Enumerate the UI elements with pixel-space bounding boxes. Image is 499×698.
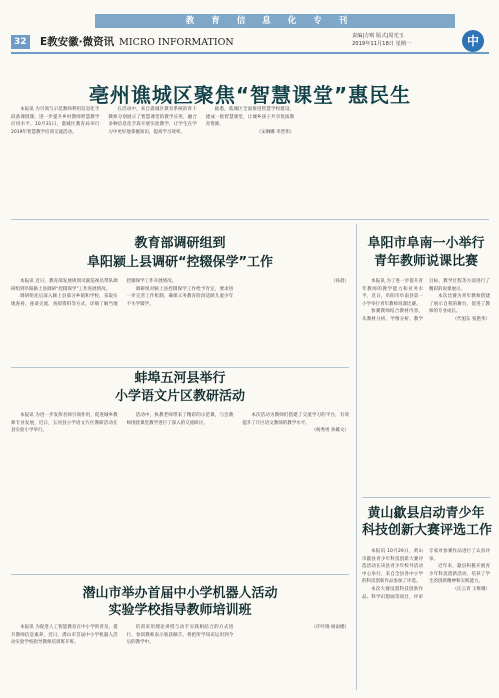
section-title: 教育信息化专刊 [185,16,365,26]
right-article-2-body [362,548,490,690]
right-article-1-author: （代旭东 张艳华） [452,316,490,322]
divider [11,574,349,575]
publication-name [40,36,234,49]
article-1-paragraph: 调研组对颍上县控辍保学工作给予肯定，要求进一步完善工作机制，确保义务教育阶段适龄儿童少年不失学辍学。 [126,286,234,307]
article-2-paragraph: 活动中，执教老师带来了精彩的示范课，与会教师围绕课堂教学进行了深入的交流研讨。 [126,413,234,426]
divider [362,497,490,498]
divider [11,367,349,368]
right-article-2-paragraph: 本报讯 10月29日，黄山市歙县青少年科技创新大赛评选活动在该县青少年校外活动中心举行，来自全县各中小学的科技创新作品参加了评选。 [362,549,423,585]
right-article-2-author: （汪云青 王维珊） [452,586,490,592]
article-2-headline-2: 小学语文片区教研活动 [114,389,245,404]
lead-article-body [11,106,489,210]
publication-name-en: MICRO INFORMATION [119,37,234,48]
right-article-2-headline-1: 黄山歙县启动青少年 [367,506,485,521]
article-1-headline-1: 教育部调研组到 [134,236,226,251]
lead-paragraph: 在活动中，来自谯城区教育系统的骨干教师分别展示了智慧课堂的教学应用，融合多种信息化手段开展实验教学，让学生在学习中更好地掌握知识，提高学习效率。 [108,107,197,135]
article-2-headline-1: 蚌埠五河县举行 [134,371,226,386]
publication-name-cn: E教安徽·微资讯 [40,36,115,48]
lead-paragraph: 本报讯 为引领与示范教师利用信息化手段备课授课，进一步提升乡村教师智慧教学应用水平，10月31日，谯城区教育局举行2019年智慧教学培训交流活动。 [11,107,100,135]
article-3-author: （许叶锦 杨雨楼） [311,625,349,630]
lead-headline: 亳州谯城区聚焦“智慧课堂”惠民生 [88,83,412,107]
article-2-author: （杨秀男 孙雄文） [311,428,349,434]
right-article-2-headline-2: 科技创新大赛评选工作 [362,523,493,538]
article-1-paragraph: 调研组先后深入颍上县部分乡镇和学校，采取实地查看、座谈交流、查阅资料等方式，详细了解当地控辍保学工作开展情况。 [11,279,177,307]
article-1-body [11,278,349,366]
editor-credits: 责编|方则 版式|周光玉 [352,33,404,39]
column-divider [356,224,357,690]
divider [11,219,489,220]
issue-meta [352,32,411,48]
article-1-headline-2: 阜阳颍上县调研“控辍保学”工作 [86,255,274,270]
article-1-paragraph: 本报讯 近日，教育部发展规划司副巡视员带队调研组到阜阳颍上县调研“控辍保学”工作进展情况。 [11,279,118,292]
right-article-1-paragraph: 参赛教师结合教材内容，从教材分析、学情分析、教学目标、教学过程等方面进行了精彩的说课展示。 [362,279,490,322]
article-1-author: （孙晨） [330,279,349,284]
issue-date: 2019年11月18日 星期一 [352,41,412,47]
right-article-2-paragraph: 本次大赛设置科技创新作品、科学幻想画等项目，评审专家对参赛作品进行了认真评审。 [362,549,490,600]
lead-author: （宋琳娜 李晋伟） [256,129,295,135]
article-3-headline-2: 实验学校指导教师培训班 [108,603,252,618]
article-2-paragraph: 本次活动为教师们搭建了交流学习的平台，有效提升了片区语文教师的教学水平。 [242,413,349,426]
right-article-1-paragraph: 本次比赛为青年教师搭建了展示自我的舞台，促进了教师的专业成长。 [429,294,490,315]
lead-paragraph: 据悉，谯城区全面推进智慧学校建设，建成一批智慧课堂，让城乡孩子共享优质教育资源。 [205,107,295,128]
right-article-2-paragraph: 近年来，歙县积极开展青少年科技创新活动，培养了学生的创新精神和实践能力。 [429,564,490,585]
right-article-1-headline-2: 青年教师说课比赛 [373,254,478,269]
article-3-paragraph: 本报讯 为促进人工智能教育在中小学的普及，提升教师信息素养，近日，潜山市首届中小学机器人活动实验学校指导教师培训班开班。 [11,625,118,646]
header-rule [11,52,489,54]
right-article-1-paragraph: 本报讯 为了进一步提升青年教师的教学能力和业务水平，近日，阜阳市阜南县第一小学举行青年教师说课比赛。 [362,279,423,307]
right-article-1-headline-1: 阜阳市阜南一小举行 [367,236,485,251]
right-article-1-body [362,278,490,488]
article-2-paragraph: 本报讯 为进一步发挥名师引领作用，促进城乡教师专业发展，近日，五河县小学语文片区教研活动在县实验小学举行。 [11,413,118,434]
page-number: 32 [11,35,30,49]
article-2-body [11,412,349,552]
article-3-body [11,624,349,692]
newspaper-logo: 中 [462,30,484,52]
article-3-headline-1: 潜山市举办首届中小学机器人活动 [82,586,278,601]
article-3-paragraph: 培训采用理论讲授与动手实践相结合的方式进行，参训教师表示收获颇丰，将把所学知识运用到今后的教学中。 [126,625,234,646]
